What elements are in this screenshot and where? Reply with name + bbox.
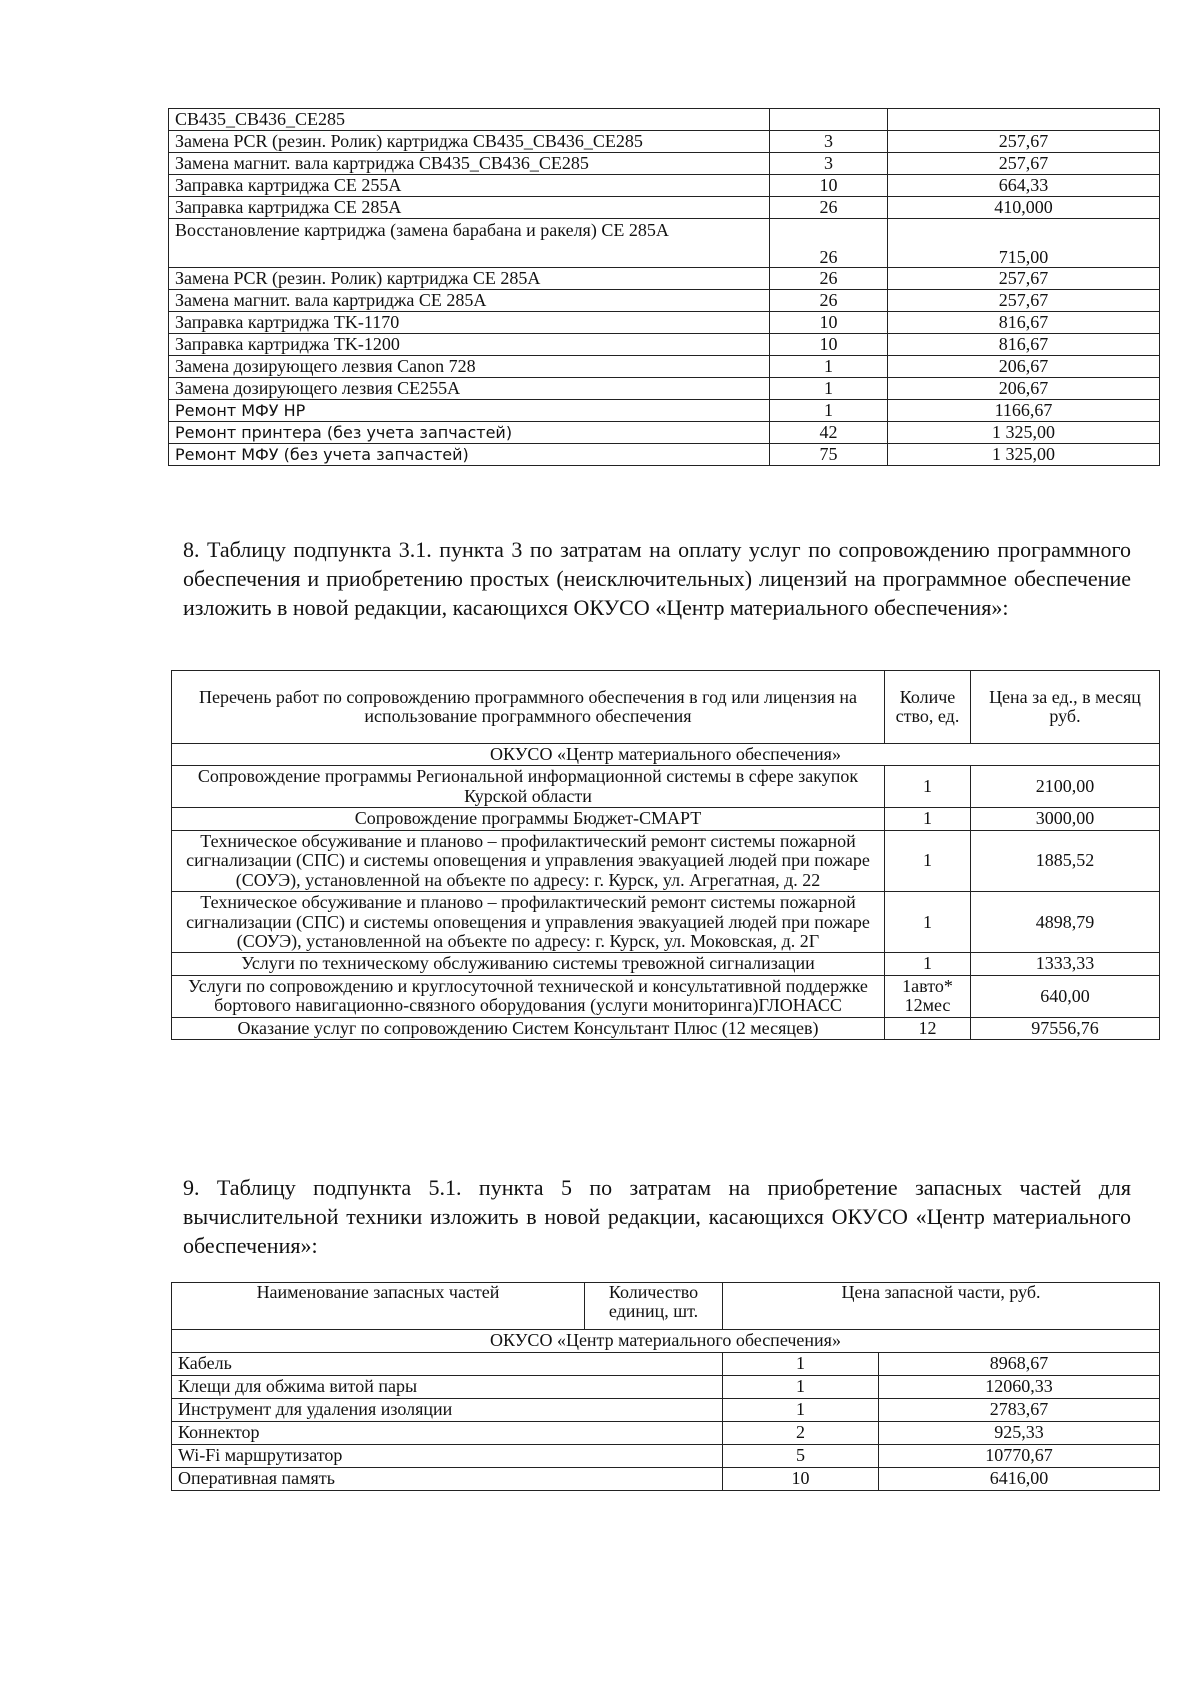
service-qty: 1	[770, 356, 888, 378]
table-row	[172, 766, 1160, 808]
table-row	[169, 153, 1160, 175]
part-price: 2783,67	[879, 1399, 1160, 1422]
work-name: Техническое обсуживание и планово – профилактический ремонт системы пожарной сигнализации (СПС) и системы оповещения и управления эвакуацией людей при пожаре (СОУЭ), установленной на объекте по адресу: г. Курск, ул. Агрегатная, д. 22	[172, 830, 885, 891]
part-name: Клещи для обжима витой пары	[172, 1376, 723, 1399]
table-row	[169, 312, 1160, 334]
table-row	[169, 334, 1160, 356]
work-price: 3000,00	[971, 808, 1160, 830]
work-price: 97556,76	[971, 1017, 1160, 1039]
table-row	[169, 400, 1160, 422]
service-name: Ремонт МФУ (без учета запчастей)	[169, 444, 770, 466]
table-row	[169, 378, 1160, 400]
service-name: Заправка картриджа TK-1200	[169, 334, 770, 356]
table-row	[169, 268, 1160, 290]
service-name: Замена дозирующего лезвия Canon 728	[169, 356, 770, 378]
table-row	[172, 1468, 1160, 1491]
table-row	[172, 1445, 1160, 1468]
table-row	[169, 290, 1160, 312]
service-price: 257,67	[888, 268, 1160, 290]
part-name: Кабель	[172, 1353, 723, 1376]
work-name: Услуги по сопровождению и круглосуточной технической и консультативной поддержке бортового навигационно-связного оборудования (услуги мониторинга)ГЛОНАСС	[172, 975, 885, 1017]
work-price: 2100,00	[971, 766, 1160, 808]
service-price: 206,67	[888, 378, 1160, 400]
service-qty: 42	[770, 422, 888, 444]
part-qty: 1	[723, 1376, 879, 1399]
service-qty: 26	[770, 290, 888, 312]
part-qty: 10	[723, 1468, 879, 1491]
table-header-row	[172, 1283, 1160, 1330]
part-qty: 5	[723, 1445, 879, 1468]
table-row	[169, 175, 1160, 197]
work-qty: 1	[885, 808, 971, 830]
section-title: ОКУСО «Центр материального обеспечения»	[172, 1330, 1160, 1353]
work-name: Техническое обсуживание и планово – профилактический ремонт системы пожарной сигнализации (СПС) и системы оповещения и управления эвакуацией людей при пожаре (СОУЭ), установленной на объекте по адресу: г. Курск, ул. Моковская, д. 2Г	[172, 892, 885, 953]
header-part-price: Цена запасной части, руб.	[723, 1283, 1160, 1330]
work-name: Сопровождение программы Региональной информационной системы в сфере закупок Курской области	[172, 766, 885, 808]
part-name: Коннектор	[172, 1422, 723, 1445]
work-name: Оказание услуг по сопровождению Систем Консультант Плюс (12 месяцев)	[172, 1017, 885, 1039]
table-row	[172, 808, 1160, 830]
service-qty	[770, 109, 888, 131]
service-name: Восстановление картриджа (замена барабана и ракеля) CE 285A	[169, 219, 770, 268]
service-price: 1 325,00	[888, 422, 1160, 444]
table-row	[172, 892, 1160, 953]
part-price: 6416,00	[879, 1468, 1160, 1491]
spare-parts-table	[171, 1282, 1160, 1491]
part-name: Инструмент для удаления изоляции	[172, 1399, 723, 1422]
service-qty: 10	[770, 334, 888, 356]
service-price: 664,33	[888, 175, 1160, 197]
service-qty: 26	[770, 268, 888, 290]
part-qty: 1	[723, 1399, 879, 1422]
work-price: 1885,52	[971, 830, 1160, 891]
service-name: Заправка картриджа CE 285A	[169, 197, 770, 219]
service-name: Замена магнит. вала картриджа CB435_CB436_CE285	[169, 153, 770, 175]
table-row	[169, 219, 1160, 268]
header-works-list: Перечень работ по сопровождению программного обеспечения в год или лицензия на использование программного обеспечения	[172, 671, 885, 744]
table-row	[169, 109, 1160, 131]
header-quantity: Количе ство, ед.	[885, 671, 971, 744]
table-row	[169, 444, 1160, 466]
table-row	[169, 422, 1160, 444]
work-qty: 1	[885, 830, 971, 891]
work-qty: 1	[885, 953, 971, 975]
service-qty: 75	[770, 444, 888, 466]
part-price: 8968,67	[879, 1353, 1160, 1376]
service-price: 257,67	[888, 131, 1160, 153]
work-qty: 1авто* 12мес	[885, 975, 971, 1017]
work-name: Услуги по техническому обслуживанию системы тревожной сигнализации	[172, 953, 885, 975]
section-row	[172, 1330, 1160, 1353]
service-qty: 10	[770, 312, 888, 334]
service-price: 816,67	[888, 312, 1160, 334]
table-row	[172, 830, 1160, 891]
table-row	[172, 1422, 1160, 1445]
table-row	[169, 197, 1160, 219]
service-name: Ремонт МФУ HP	[169, 400, 770, 422]
service-name: Замена PCR (резин. Ролик) картриджа CE 285A	[169, 268, 770, 290]
paragraph-9: 9. Таблицу подпункта 5.1. пункта 5 по затратам на приобретение запасных частей для вычислительной техники изложить в новой редакции, касающихся ОКУСО «Центр материального обеспечения»:	[183, 1175, 1131, 1258]
service-price: 410,000	[888, 197, 1160, 219]
table-row	[172, 1353, 1160, 1376]
service-qty: 3	[770, 153, 888, 175]
table-row	[172, 975, 1160, 1017]
section-row	[172, 744, 1160, 766]
service-qty: 1	[770, 378, 888, 400]
work-qty: 1	[885, 766, 971, 808]
table-header-row	[172, 671, 1160, 744]
service-price: 257,67	[888, 290, 1160, 312]
table-row	[172, 1376, 1160, 1399]
service-qty: 10	[770, 175, 888, 197]
service-name: Заправка картриджа CE 255A	[169, 175, 770, 197]
service-name: Замена PCR (резин. Ролик) картриджа CB435_CB436_CE285	[169, 131, 770, 153]
paragraph-8: 8. Таблицу подпункта 3.1. пункта 3 по затратам на оплату услуг по сопровождению программного обеспечения и приобретению простых (неисключительных) лицензий на программное обеспечение изложить в новой редакции, касающихся ОКУСО «Центр материального обеспечения»:	[183, 537, 1131, 620]
part-name: Wi-Fi маршрутизатор	[172, 1445, 723, 1468]
table-row	[169, 356, 1160, 378]
cartridge-services-table	[168, 108, 1160, 466]
service-price: 1166,67	[888, 400, 1160, 422]
work-price: 4898,79	[971, 892, 1160, 953]
service-name: Замена дозирующего лезвия CE255A	[169, 378, 770, 400]
software-support-table	[171, 670, 1160, 1040]
part-price: 925,33	[879, 1422, 1160, 1445]
table-row	[172, 953, 1160, 975]
part-price: 12060,33	[879, 1376, 1160, 1399]
work-price: 640,00	[971, 975, 1160, 1017]
service-name: CB435_CB436_CE285	[169, 109, 770, 131]
part-price: 10770,67	[879, 1445, 1160, 1468]
header-unit-price: Цена за ед., в месяц руб.	[971, 671, 1160, 744]
service-price	[888, 109, 1160, 131]
service-qty: 26	[770, 219, 888, 268]
work-qty: 1	[885, 892, 971, 953]
table-row	[169, 131, 1160, 153]
work-name: Сопровождение программы Бюджет-СМАРТ	[172, 808, 885, 830]
work-qty: 12	[885, 1017, 971, 1039]
service-price: 257,67	[888, 153, 1160, 175]
part-qty: 1	[723, 1353, 879, 1376]
service-qty: 3	[770, 131, 888, 153]
service-price: 816,67	[888, 334, 1160, 356]
service-qty: 1	[770, 400, 888, 422]
service-price: 715,00	[888, 219, 1160, 268]
service-name: Заправка картриджа TK-1170	[169, 312, 770, 334]
section-title: ОКУСО «Центр материального обеспечения»	[172, 744, 1160, 766]
service-price: 206,67	[888, 356, 1160, 378]
header-part-name: Наименование запасных частей	[172, 1283, 585, 1330]
work-price: 1333,33	[971, 953, 1160, 975]
part-qty: 2	[723, 1422, 879, 1445]
service-name: Замена магнит. вала картриджа CE 285A	[169, 290, 770, 312]
header-part-quantity: Количество единиц, шт.	[585, 1283, 723, 1330]
table-row	[172, 1017, 1160, 1039]
service-price: 1 325,00	[888, 444, 1160, 466]
service-qty: 26	[770, 197, 888, 219]
service-name: Ремонт принтера (без учета запчастей)	[169, 422, 770, 444]
part-name: Оперативная память	[172, 1468, 723, 1491]
table-row	[172, 1399, 1160, 1422]
